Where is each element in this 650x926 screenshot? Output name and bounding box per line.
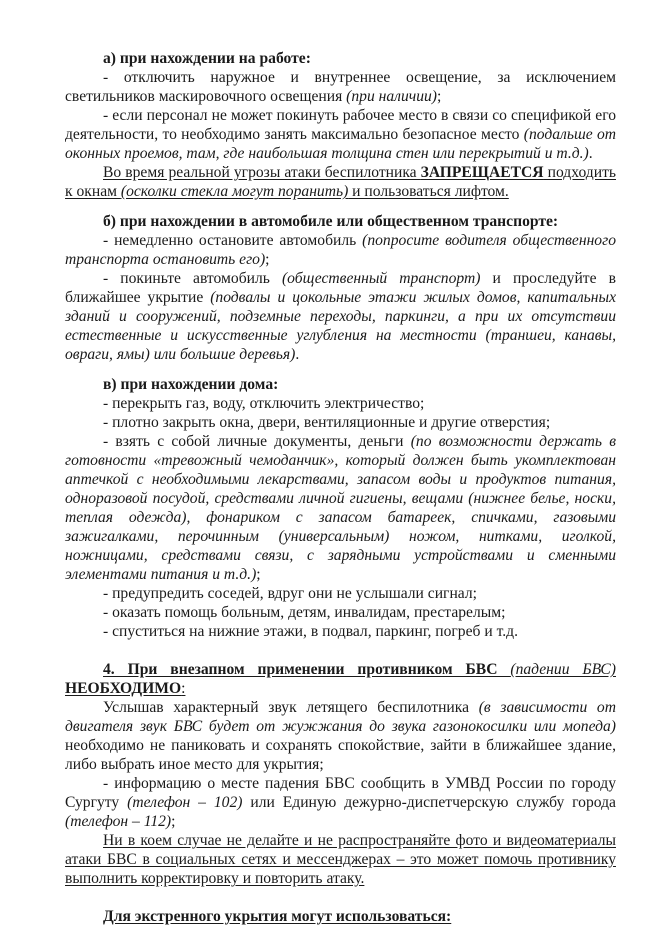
- section-c-item-1: - перекрыть газ, воду, отключить электричество;: [103, 395, 425, 412]
- section-c-heading: в) при нахождении дома:: [103, 376, 279, 393]
- text-run: 4. При внезапном применении противником БВС: [103, 661, 511, 678]
- italic-note: (телефон – 112): [65, 813, 172, 830]
- text-run: - покиньте автомобиль: [103, 270, 282, 287]
- text-run: необходимо не паниковать и сохранять спокойствие, зайти в ближайшее здание, либо выбрать иное место для укрытия;: [65, 737, 616, 773]
- text-run: Услышав характерный звук летящего беспилотника: [103, 699, 479, 716]
- section-4-heading-line-2: [65, 679, 616, 698]
- shelter-heading: Для экстренного укрытия могут использоваться:: [103, 908, 452, 925]
- text-run: ;: [265, 251, 270, 268]
- document-content: [65, 49, 616, 926]
- italic-note: (при наличии): [346, 88, 437, 105]
- italic-note: (подальше от оконных проемов, там, где наибольшая толщина стен или перекрытий и т.д.): [65, 126, 616, 162]
- italic-note: (падении БВС): [510, 661, 616, 678]
- section-a-item-1: [65, 68, 616, 106]
- emphasis-necessary: НЕОБХОДИМО: [65, 680, 182, 697]
- text-run: ;: [437, 88, 442, 105]
- emphasis-forbidden: ЗАПРЕЩАЕТСЯ: [420, 164, 544, 181]
- text-run: - отключить наружное и внутреннее освещение, за исключением светильников маскировочного освещения: [65, 69, 616, 105]
- italic-note: (попросите водителя общественного транспорта остановить его): [65, 232, 616, 268]
- section-a-heading: а) при нахождении на работе:: [103, 50, 311, 67]
- italic-note: (в зависимости от двигателя звук БВС будет от жужжания до звука газонокосилки или мопеда): [65, 699, 616, 735]
- text-run: и пользоваться лифтом.: [348, 183, 509, 200]
- section-4-paragraph-2: [65, 774, 616, 831]
- italic-note: (телефон – 102): [127, 794, 243, 811]
- text-run: подходить к окнам: [65, 164, 616, 200]
- section-4-heading: [65, 660, 616, 679]
- text-run: - если персонал не может покинуть рабочее место в связи со спецификой его деятельности, то необходимо занять максимально безопасное место: [65, 107, 616, 143]
- section-a-item-2: [65, 106, 616, 163]
- text-run: и проследуйте в ближайшее укрытие: [65, 270, 616, 306]
- section-c-item-6: - спуститься на нижние этажи, в подвал, паркинг, погреб и т.д.: [103, 623, 518, 640]
- spacer: [65, 364, 616, 375]
- text-run: .: [588, 145, 593, 162]
- text-run: ;: [171, 813, 176, 830]
- section-b-heading: б) при нахождении в автомобиле или общественном транспорте:: [103, 213, 559, 230]
- text-run: ;: [256, 566, 261, 583]
- text-run: .: [295, 346, 300, 363]
- italic-note: (по возможности держать в готовности «тревожный чемоданчик», который должен быть укомплектован аптечкой с необходимыми лекарствами, запасом воды и продуктов питания, одноразовой посудой, средствами личной гигиены, вещами (нижнее белье, носки, теплая одежда), фонариком с запасом батареек, спичками, газовыми зажигалками, перочинным (универсальным) ножом, нитками, иголкой, ножницами, средствами связи, с зарядными устройствами и сменными элементами питания и т.д.): [65, 433, 616, 583]
- text-run: - немедленно остановите автомобиль: [103, 232, 363, 249]
- text-run: или Единую дежурно-диспетчерскую службу города: [242, 794, 616, 811]
- italic-note: (общественный транспорт): [281, 270, 481, 287]
- text-run: - взять с собой личные документы, деньги: [103, 433, 411, 450]
- italic-note: (осколки стекла могут поранить): [120, 183, 349, 200]
- section-c-item-4: - предупредить соседей, вдруг они не услышали сигнал;: [103, 585, 477, 602]
- section-b-item-2: [65, 269, 616, 364]
- section-c-item-5: - оказать помощь больным, детям, инвалидам, престарелым;: [103, 604, 506, 621]
- section-b-item-1: [65, 231, 616, 269]
- italic-note: (подвалы и цокольные этажи жилых домов, капитальных зданий и сооружений, подземные переходы, паркинги, а при их отсутствии естественные и искусственные углубления на местности (траншеи, канавы, овраги, ямы) или большие деревья): [65, 289, 616, 363]
- section-c-item-2: - плотно закрыть окна, двери, вентиляционные и другие отверстия;: [103, 414, 551, 431]
- spacer: [65, 641, 616, 660]
- spacer: [65, 888, 616, 907]
- text-run: Во время реальной угрозы атаки беспилотника: [103, 164, 421, 181]
- section-4-paragraph-1: [65, 698, 616, 774]
- section-a-warning: [65, 163, 616, 201]
- section-c-item-3: [65, 432, 616, 584]
- section-4-warning: Ни в коем случае не делайте и не распространяйте фото и видеоматериалы атаки БВС в социальных сетях и мессенджерах – это может помочь противнику выполнить корректировку и повторить атаку.: [65, 832, 616, 887]
- text-run: - информацию о месте падения БВС сообщить в УМВД России по городу Сургуту: [65, 775, 616, 811]
- text-run: :: [181, 680, 186, 697]
